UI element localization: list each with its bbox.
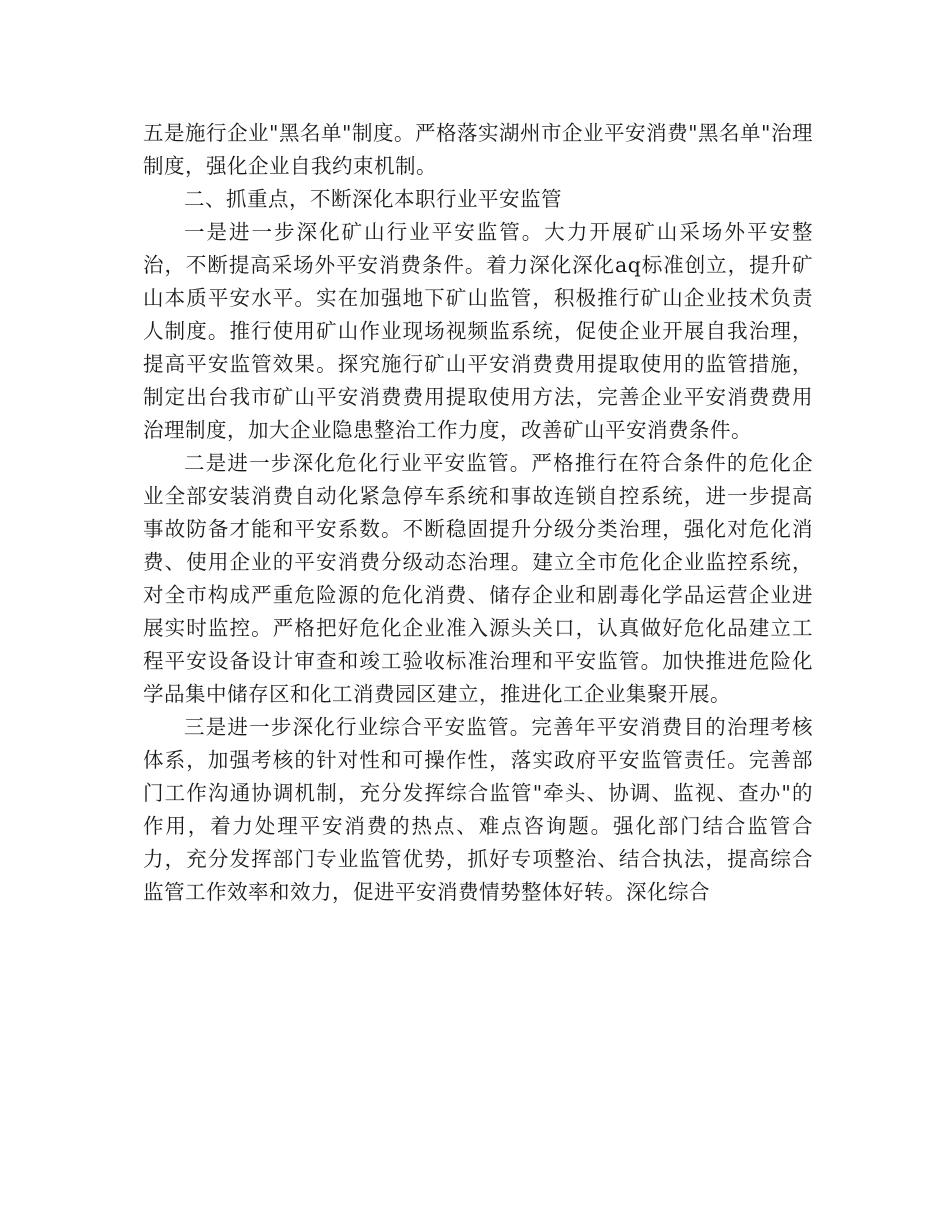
paragraph-blacklist-system: 五是施行企业"黑名单"制度。严格落实湖州市企业平安消费"黑名单"治理制度，强化企业自我约束机制。 bbox=[143, 121, 813, 178]
paragraph-hazardous-chemicals: 二是进一步深化危化行业平安监管。严格推行在符合条件的危化企业全部安装消费自动化紧急停车系统和事故连锁自控系统，进一步提高事故防备才能和平安系数。不断稳固提升分级分类治理，强化对危化消费、使用企业的平安消费分级动态治理。建立全市危化企业监控系统，对全市构成严重危险源的危化消费、储存企业和剧毒化学品运营企业进展实时监控。严格把好危化企业准入源头关口，认真做好危化品建立工程平安设备设计审查和竣工验收标准治理和平安监管。加快推进危险化学品集中储存区和化工消费园区建立，推进化工企业集聚开展。 bbox=[143, 451, 813, 706]
paragraph-comprehensive-supervision: 三是进一步深化行业综合平安监管。完善年平安消费目的治理考核体系，加强考核的针对性和可操作性，落实政府平安监管责任。完善部门工作沟通协调机制，充分发挥综合监管"牵头、协调、监视、查办"的作用，着力处理平安消费的热点、难点咨询题。强化部门结合监管合力，充分发挥部门专业监管优势，抓好专项整治、结合执法，提高综合监管工作效率和效力，促进平安消费情势整体好转。深化综合 bbox=[143, 715, 813, 904]
section-heading-two: 二、抓重点，不断深化本职行业平安监管 bbox=[184, 187, 562, 211]
paragraph-mining-supervision: 一是进一步深化矿山行业平安监管。大力开展矿山采场外平安整治，不断提高采场外平安消费条件。着力深化深化aq标准创立，提升矿山本质平安水平。实在加强地下矿山监管，积极推行矿山企业技术负责人制度。推行使用矿山作业现场视频监系统，促使企业开展自我治理，提高平安监管效果。探究施行矿山平安消费费用提取使用的监管措施，制定出台我市矿山平安消费费用提取使用方法，完善企业平安消费费用治理制度，加大企业隐患整治工作力度，改善矿山平安消费条件。 bbox=[143, 220, 813, 442]
document-body bbox=[143, 117, 813, 909]
